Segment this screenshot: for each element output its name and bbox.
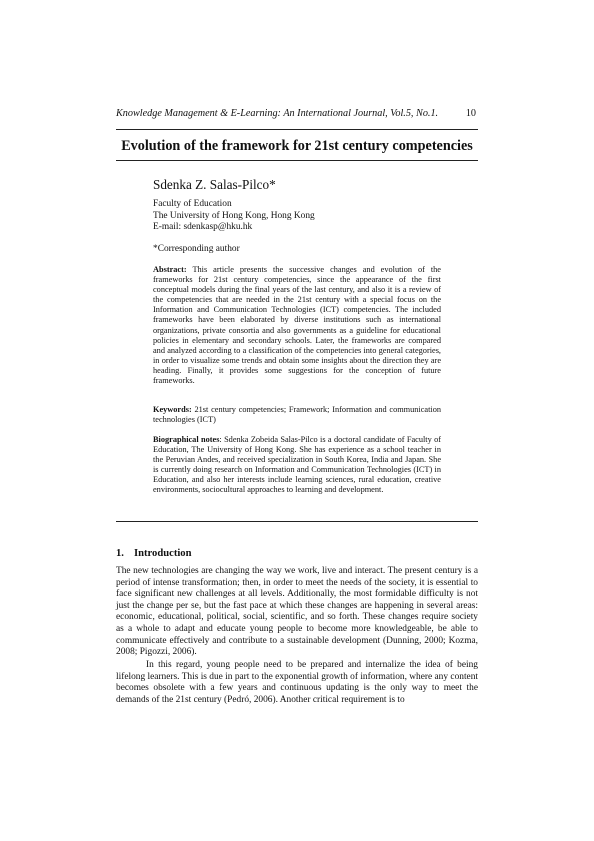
keywords-text: 21st century competencies; Framework; Information and communication technologies (ICT): [153, 405, 441, 425]
abstract-text: This article presents the successive changes and evolution of the frameworks for 21st century competencies, since the appearance of the first conceptual models during the final years of the last century, and also it is a review of the competencies that are needed in the 21st century with a special focus on the Information and Communication Technologies (ICT) competencies. The included frameworks have been elaborated by diverse institutions such as international organizations, private consortia and also governments as a guideline for educational policies in elementary and secondary schools. Later, the frameworks are compared and analyzed according to a classification of the competencies into general categories, in order to visualize some trends and obtain some insights about the direction they are heading. Finally, it provides some suggestions for the conception of future frameworks.: [153, 265, 441, 386]
author-name: Sdenka Z. Salas-Pilco*: [153, 177, 276, 192]
section-heading: [116, 548, 192, 559]
running-header: [116, 108, 476, 119]
bio-label: Biographical notes: [153, 435, 220, 444]
body-paragraph: In this regard, young people need to be prepared and internalize the idea of being lifelong learners. This is due in part to the exponential growth of information, where any content becomes obsolete with a few years and continuous updating is the only way to meet the demands of the 21st century (Pedró, 2006). Another critical requirement is to: [116, 660, 478, 705]
email: E-mail: sdenkasp@hku.hk: [153, 222, 253, 233]
paper-title: Evolution of the framework for 21st century competencies: [121, 138, 473, 154]
page-number: 10: [465, 108, 476, 119]
keywords: [153, 405, 441, 425]
corresponding-note: *Corresponding author: [153, 244, 240, 254]
section-number: 1.: [116, 548, 124, 559]
affiliation: [153, 199, 315, 234]
bio-text: : Sdenka Zobeida Salas-Pilco is a doctoral candidate of Faculty of Education, The University of Hong Kong. She has experience as a school teacher in the Peruvian Andes, and received specialization in South Korea, India and Japan. She is currently doing research on Information and Communication Technologies (ICT) in Education, and also her interests include learning sciences, rural education, creative environments, sociocultural approaches to learning and development.: [153, 435, 441, 495]
body-paragraph: The new technologies are changing the way we work, live and interact. The present century is a period of intense transformation; then, in order to meet the needs of the society, it is essential to face significant new challenges at all levels. Additionally, the most formidable difficulty is not just the change per se, but the fast pace at which these changes are happening in several areas: economic, educational, political, social, scientific, and so forth. These changes require society as a whole to adapt and educate young people to become more knowledgeable, be able to communicate effectively and contribute to a sustainable development (Dunning, 2000; Kozma, 2008; Pigozzi, 2006).: [116, 566, 478, 658]
title-bottom-rule: [116, 160, 478, 161]
keywords-label: Keywords:: [153, 405, 192, 414]
section-title: Introduction: [134, 548, 192, 559]
abstract-bottom-rule: [116, 521, 478, 522]
title-top-rule: [116, 129, 478, 130]
university: The University of Hong Kong, Hong Kong: [153, 210, 315, 221]
department: Faculty of Education: [153, 199, 232, 209]
journal-name: Knowledge Management & E-Learning: An International Journal, Vol.5, No.1.: [116, 108, 439, 119]
biographical-notes: [153, 435, 441, 496]
abstract-label: Abstract:: [153, 265, 187, 274]
abstract: [153, 265, 441, 386]
